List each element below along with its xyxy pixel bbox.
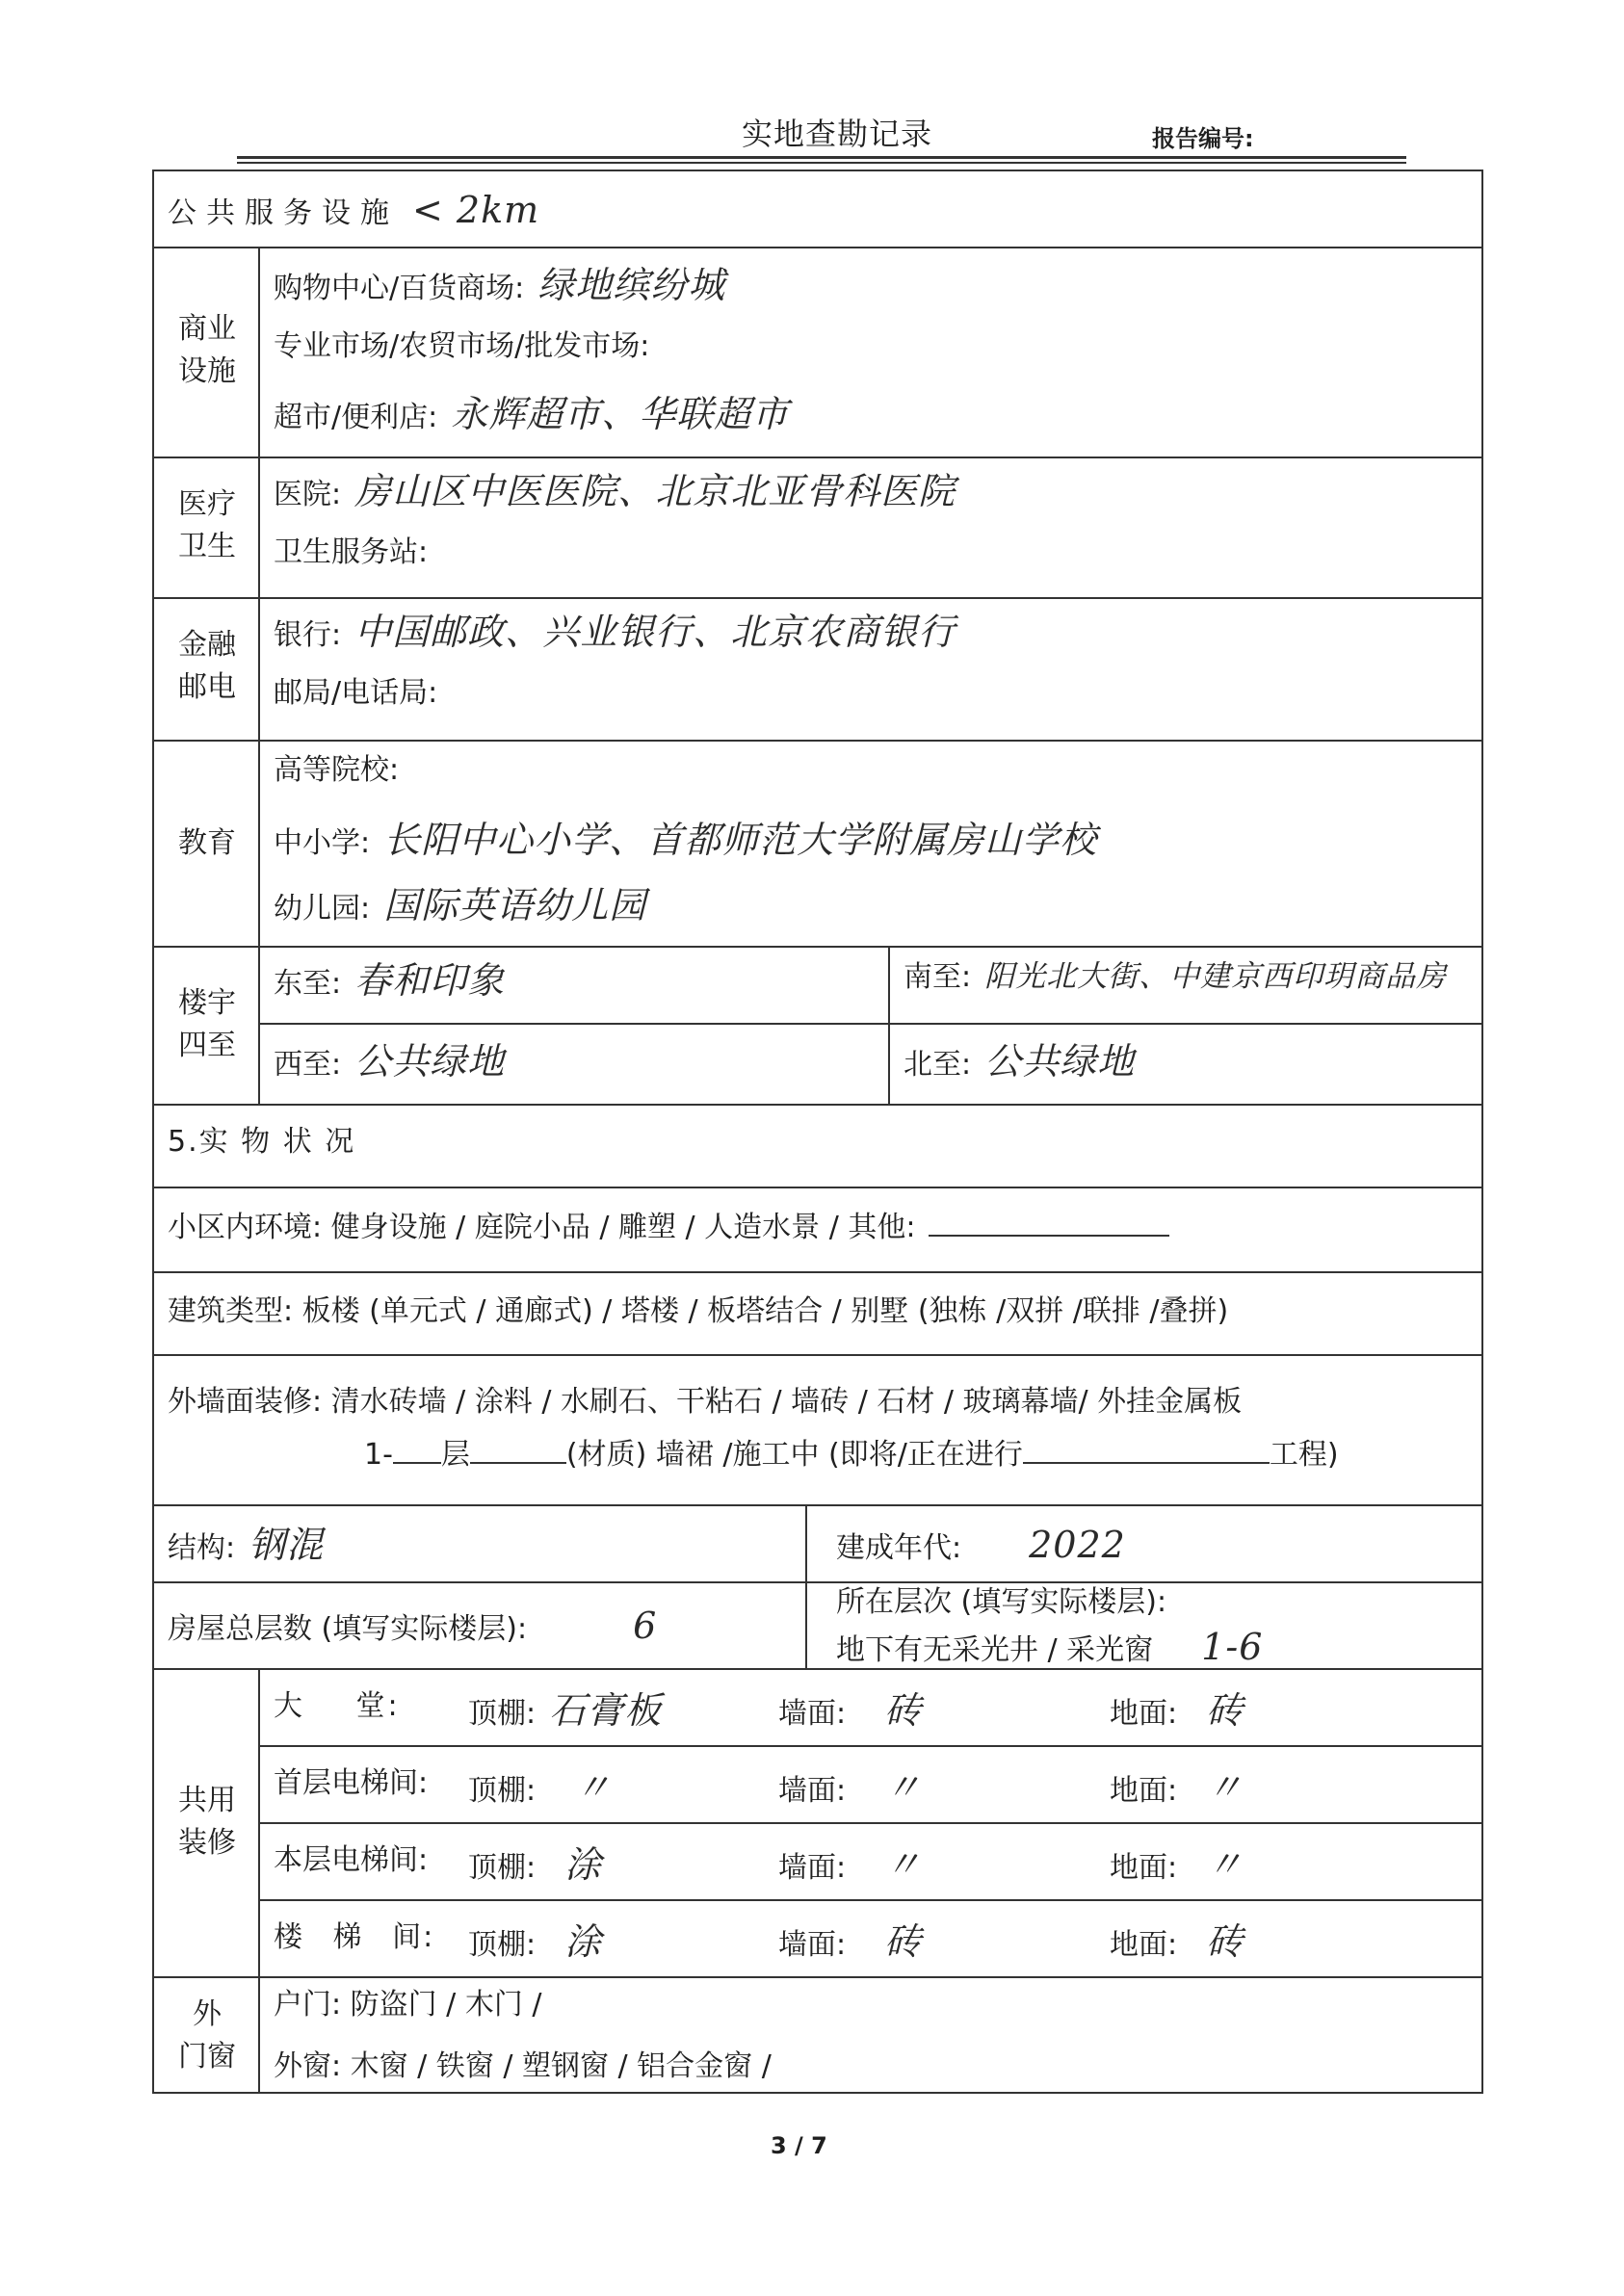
ground-elevator-floor-value: 〃 bbox=[1206, 1766, 1244, 1809]
east-row bbox=[274, 959, 505, 1004]
public-service-value: < 2km bbox=[412, 189, 540, 231]
lobby-row-name: 大 堂: bbox=[274, 1689, 401, 1723]
stairwell-wall-value: 砖 bbox=[884, 1920, 923, 1963]
this-floor-elevator-row-name: 本层电梯间: bbox=[274, 1843, 429, 1877]
south-value: 阳光北大街、中建京西印玥商品房 bbox=[984, 959, 1448, 994]
wall-label: 墙面: bbox=[778, 1851, 847, 1885]
ground-elevator-floor bbox=[1110, 1766, 1244, 1811]
west-row bbox=[274, 1040, 505, 1084]
row-divider bbox=[154, 1187, 1483, 1188]
total-floors-value: 6 bbox=[633, 1605, 658, 1647]
medical-label bbox=[173, 483, 241, 568]
ceiling-label: 顶棚: bbox=[468, 1851, 537, 1885]
finance-label bbox=[173, 624, 241, 709]
facade-material-blank bbox=[470, 1437, 566, 1464]
floor-label: 地面: bbox=[1110, 1928, 1178, 1962]
row-divider bbox=[258, 1745, 1483, 1747]
market-label: 专业市场/农贸市场/批发市场: bbox=[274, 329, 650, 363]
medical-label-line-1: 医疗 bbox=[178, 487, 236, 521]
lobby-floor bbox=[1110, 1689, 1244, 1734]
north-row bbox=[904, 1040, 1135, 1084]
section-5-title: 5.实 物 状 况 bbox=[168, 1125, 356, 1159]
lobby-ceiling bbox=[468, 1689, 662, 1734]
supermarket-value: 永辉超市、华联超市 bbox=[451, 393, 790, 435]
column-divider bbox=[258, 247, 260, 1104]
row-divider bbox=[258, 1023, 1483, 1025]
survey-form bbox=[152, 170, 1483, 2094]
row-divider bbox=[154, 1668, 1483, 1670]
bank-row bbox=[274, 611, 956, 655]
wall-label: 墙面: bbox=[778, 1697, 847, 1731]
ground-elevator-wall bbox=[778, 1766, 922, 1811]
education-label-text: 教育 bbox=[178, 826, 236, 860]
column-divider bbox=[888, 946, 890, 1104]
current-floor-value: 1-6 bbox=[1201, 1626, 1264, 1668]
health-station-label: 卫生服务站: bbox=[274, 535, 429, 569]
environment-row bbox=[168, 1210, 1169, 1245]
facade-floor-suffix: 层 bbox=[440, 1438, 470, 1472]
this-floor-elevator-wall-value: 〃 bbox=[884, 1843, 923, 1886]
ground-elevator-wall-value: 〃 bbox=[884, 1766, 923, 1809]
facade-row-2 bbox=[364, 1437, 1339, 1473]
row-divider bbox=[154, 1976, 1483, 1978]
ground-elevator-ceiling-value: 〃 bbox=[574, 1766, 613, 1809]
total-floors-row bbox=[168, 1605, 657, 1649]
bank-value: 中国邮政、兴业银行、北京农商银行 bbox=[354, 611, 956, 653]
wall-label: 墙面: bbox=[778, 1774, 847, 1808]
row-divider bbox=[154, 1271, 1483, 1273]
common-label-line-1: 共用 bbox=[178, 1784, 236, 1817]
market-row bbox=[274, 329, 649, 364]
lobby-floor-value: 砖 bbox=[1206, 1689, 1244, 1732]
stairwell-row-name: 楼 梯 间: bbox=[274, 1920, 435, 1954]
building-type-row: 建筑类型: 板楼 (单元式 / 通廊式) / 塔楼 / 板塔结合 / 别墅 (独栋 /双拼 /联排 /叠拼) bbox=[168, 1294, 1229, 1328]
this-floor-elevator-wall bbox=[778, 1843, 922, 1888]
row-divider bbox=[258, 1822, 1483, 1824]
health-station-row bbox=[274, 535, 428, 570]
hospital-row bbox=[274, 470, 956, 514]
structure-row bbox=[168, 1524, 324, 1568]
row-divider bbox=[154, 1104, 1483, 1106]
window-row: 外窗: 木窗 / 铁窗 / 塑钢窗 / 铝合金窗 / bbox=[274, 2049, 772, 2083]
school-row bbox=[274, 819, 1097, 863]
ceiling-label: 顶棚: bbox=[468, 1928, 537, 1962]
stairwell-floor-value: 砖 bbox=[1206, 1920, 1244, 1963]
finance-label-line-2: 邮电 bbox=[178, 670, 236, 704]
this-floor-elevator-floor bbox=[1110, 1843, 1244, 1888]
current-floor-row bbox=[836, 1585, 1166, 1620]
doors-label-line-2: 门窗 bbox=[178, 2040, 236, 2074]
common-decoration-label bbox=[173, 1780, 241, 1865]
header-rule bbox=[237, 156, 1406, 159]
ground-elevator-ceiling bbox=[468, 1766, 612, 1811]
row-divider bbox=[154, 247, 1483, 248]
row-divider bbox=[154, 946, 1483, 948]
finance-label-line-1: 金融 bbox=[178, 628, 236, 662]
public-service-label: 公共服务设施 bbox=[168, 196, 399, 230]
column-divider bbox=[805, 1504, 807, 1668]
facade-floor-prefix: 1- bbox=[364, 1438, 393, 1472]
current-floor-label: 所在层次 (填写实际楼层): bbox=[836, 1585, 1167, 1619]
page-title: 实地查勘记录 bbox=[742, 116, 933, 152]
floor-label: 地面: bbox=[1110, 1774, 1178, 1808]
supermarket-row bbox=[274, 393, 789, 437]
column-divider bbox=[258, 1668, 260, 2094]
stairwell-floor bbox=[1110, 1920, 1244, 1965]
environment-text: 小区内环境: 健身设施 / 庭院小品 / 雕塑 / 人造水景 / 其他: bbox=[168, 1211, 916, 1244]
west-value: 公共绿地 bbox=[354, 1040, 506, 1083]
college-row bbox=[274, 753, 399, 788]
row-divider bbox=[154, 1504, 1483, 1506]
stairwell-ceiling-value: 涂 bbox=[564, 1920, 603, 1963]
build-year-value: 2022 bbox=[1029, 1524, 1126, 1566]
post-row bbox=[274, 676, 437, 711]
basement-label: 地下有无采光井 / 采光窗 bbox=[836, 1633, 1154, 1667]
floor-label: 地面: bbox=[1110, 1851, 1178, 1885]
college-label: 高等院校: bbox=[274, 753, 400, 787]
common-label-line-2: 装修 bbox=[178, 1826, 236, 1860]
stairwell-wall bbox=[778, 1920, 922, 1965]
door-row: 户门: 防盗门 / 木门 / bbox=[274, 1988, 542, 2022]
row-divider bbox=[154, 1581, 1483, 1583]
build-year-label: 建成年代: bbox=[836, 1531, 962, 1565]
basement-row bbox=[836, 1626, 1263, 1670]
this-floor-elevator-ceiling-value: 涂 bbox=[564, 1843, 603, 1886]
row-divider bbox=[154, 740, 1483, 742]
mall-value: 绿地缤纷城 bbox=[537, 264, 726, 306]
structure-value: 钢混 bbox=[249, 1524, 325, 1566]
wall-label: 墙面: bbox=[778, 1928, 847, 1962]
header-rule-2 bbox=[237, 162, 1406, 164]
row-divider bbox=[154, 597, 1483, 599]
school-value: 长阳中心小学、首都师范大学附属房山学校 bbox=[383, 819, 1098, 861]
structure-label: 结构: bbox=[168, 1531, 236, 1565]
boundaries-label-line-1: 楼宇 bbox=[178, 986, 236, 1020]
mall-label: 购物中心/百货商场: bbox=[274, 272, 525, 305]
this-floor-elevator-ceiling bbox=[468, 1843, 602, 1888]
facade-skirt-text: (材质) 墙裙 /施工中 (即将/正在进行 bbox=[565, 1438, 1023, 1472]
ceiling-label: 顶棚: bbox=[468, 1697, 537, 1731]
facade-project-suffix: 工程) bbox=[1269, 1438, 1339, 1472]
mall-row bbox=[274, 264, 725, 308]
medical-label-line-2: 卫生 bbox=[178, 530, 236, 563]
facade-row: 外墙面装修: 清水砖墙 / 涂料 / 水刷石、干粘石 / 墙砖 / 石材 / 玻璃幕墙/ 外挂金属板 bbox=[168, 1385, 1243, 1419]
lobby-wall bbox=[778, 1689, 922, 1734]
commercial-label-line-1: 商业 bbox=[178, 312, 236, 346]
north-label: 北至: bbox=[904, 1048, 972, 1082]
doors-label-line-1: 外 bbox=[193, 1997, 222, 2031]
ground-elevator-row-name: 首层电梯间: bbox=[274, 1766, 429, 1800]
hospital-label: 医院: bbox=[274, 478, 342, 511]
kindergarten-row bbox=[274, 884, 646, 928]
doors-windows-label bbox=[173, 1994, 241, 2078]
post-label: 邮局/电话局: bbox=[274, 676, 438, 710]
facade-project-blank bbox=[1023, 1437, 1270, 1464]
page-number: 3 / 7 bbox=[771, 2132, 827, 2159]
ceiling-label: 顶棚: bbox=[468, 1774, 537, 1808]
south-row bbox=[904, 959, 1447, 995]
boundaries-label bbox=[173, 982, 241, 1067]
boundaries-label-line-2: 四至 bbox=[178, 1029, 236, 1062]
hospital-value: 房山区中医医院、北京北亚骨科医院 bbox=[354, 470, 956, 512]
total-floors-label: 房屋总层数 (填写实际楼层): bbox=[168, 1612, 528, 1646]
floor-label: 地面: bbox=[1110, 1697, 1178, 1731]
lobby-ceiling-value: 石膏板 bbox=[549, 1689, 663, 1732]
supermarket-label: 超市/便利店: bbox=[274, 401, 438, 434]
south-label: 南至: bbox=[904, 960, 972, 994]
row-divider bbox=[258, 1899, 1483, 1901]
build-year-row bbox=[836, 1524, 1126, 1568]
school-label: 中小学: bbox=[274, 826, 371, 860]
report-number-label: 报告编号: bbox=[1152, 125, 1254, 152]
facade-floor-blank bbox=[393, 1437, 441, 1464]
this-floor-elevator-floor-value: 〃 bbox=[1206, 1843, 1244, 1886]
west-label: 西至: bbox=[274, 1048, 342, 1082]
education-label bbox=[173, 822, 241, 865]
public-service-row bbox=[168, 189, 539, 233]
environment-other-blank bbox=[929, 1210, 1169, 1237]
stairwell-ceiling bbox=[468, 1920, 602, 1965]
lobby-wall-value: 砖 bbox=[884, 1689, 923, 1732]
row-divider bbox=[154, 1354, 1483, 1356]
commercial-label-line-2: 设施 bbox=[178, 354, 236, 388]
commercial-label bbox=[173, 308, 241, 393]
row-divider bbox=[154, 457, 1483, 458]
kindergarten-value: 国际英语幼儿园 bbox=[383, 884, 647, 926]
bank-label: 银行: bbox=[274, 618, 342, 652]
east-label: 东至: bbox=[274, 967, 342, 1001]
east-value: 春和印象 bbox=[354, 959, 506, 1002]
north-value: 公共绿地 bbox=[984, 1040, 1136, 1083]
kindergarten-label: 幼儿园: bbox=[274, 892, 371, 926]
